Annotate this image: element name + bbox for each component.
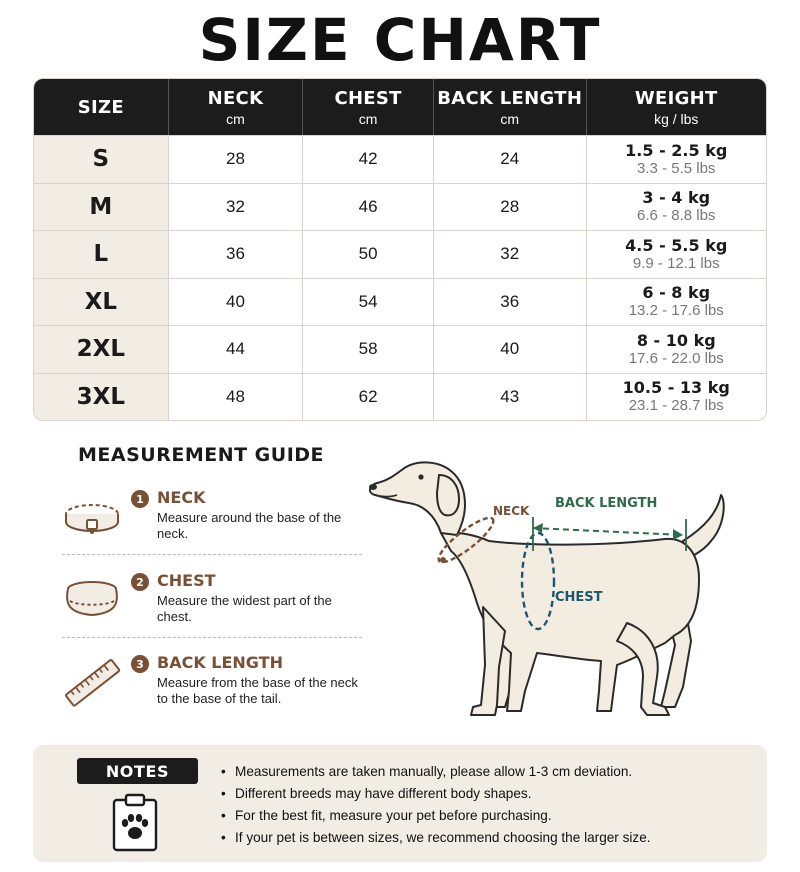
- guide-item-title: BACK LENGTH: [157, 653, 283, 672]
- header-unit: kg / lbs: [654, 110, 699, 127]
- step-number: 3: [131, 655, 149, 673]
- collar-icon: [62, 490, 126, 550]
- guide-item-chest: [62, 573, 362, 651]
- measurement-guide-title: MEASUREMENT GUIDE: [78, 444, 325, 466]
- neck-cell: 32: [168, 184, 303, 231]
- divider: [62, 554, 362, 555]
- neck-cell: 28: [168, 136, 303, 183]
- header-label: SIZE: [77, 96, 124, 118]
- weight-cell: [586, 136, 767, 183]
- weight-kg: 10.5 - 13 kg: [622, 378, 730, 398]
- neck-cell: 48: [168, 374, 303, 421]
- back-length-cell: 24: [433, 136, 586, 183]
- note-item: • If your pet is between sizes, we recommend choosing the larger size.: [221, 827, 651, 849]
- tape-loop-icon: [62, 573, 126, 633]
- weight-cell: [586, 279, 767, 326]
- table-header-row: [34, 79, 766, 135]
- notes-box: [33, 745, 767, 862]
- notes-badge: NOTES: [77, 758, 198, 784]
- table-row: [34, 230, 766, 278]
- guide-item-title: CHEST: [157, 571, 216, 590]
- weight-kg: 6 - 8 kg: [642, 283, 711, 303]
- weight-kg: 4.5 - 5.5 kg: [625, 235, 728, 255]
- back-length-cell: 36: [433, 279, 586, 326]
- weight-kg: 1.5 - 2.5 kg: [625, 140, 728, 160]
- guide-item-description: Measure the widest part of the chest.: [157, 593, 332, 624]
- weight-cell: [586, 326, 767, 373]
- header-unit: cm: [226, 110, 245, 127]
- header-size: [34, 79, 168, 135]
- chest-cell: 42: [302, 136, 433, 183]
- header-label: WEIGHT: [634, 87, 718, 109]
- guide-item-description: Measure from the base of the neck to the base of the tail.: [157, 675, 358, 706]
- back-length-cell: 43: [433, 374, 586, 421]
- header-back-length: [433, 79, 586, 135]
- weight-kg: 8 - 10 kg: [636, 330, 716, 350]
- table-row: [34, 373, 766, 421]
- size-cell: XL: [34, 279, 168, 326]
- divider: [62, 637, 362, 638]
- back-length-cell: 40: [433, 326, 586, 373]
- table-row: [34, 183, 766, 231]
- step-number: 1: [131, 490, 149, 508]
- back-length-cell: 32: [433, 231, 586, 278]
- size-cell: L: [34, 231, 168, 278]
- header-unit: cm: [358, 110, 378, 127]
- size-cell: 3XL: [34, 374, 168, 421]
- weight-lbs: 9.9 - 12.1 lbs: [632, 254, 720, 272]
- header-unit: cm: [500, 110, 520, 127]
- size-cell: S: [34, 136, 168, 183]
- header-label: CHEST: [334, 87, 402, 109]
- neck-cell: 40: [168, 279, 303, 326]
- size-cell: 2XL: [34, 326, 168, 373]
- ruler-icon: [62, 655, 126, 715]
- dog-illustration: [365, 455, 755, 735]
- note-item: • Different breeds may have different body shapes.: [221, 783, 651, 805]
- weight-lbs: 13.2 - 17.6 lbs: [628, 302, 724, 320]
- guide-item-back-length: [62, 655, 362, 733]
- header-neck: [168, 79, 303, 135]
- neck-cell: 36: [168, 231, 303, 278]
- chest-cell: 54: [302, 279, 433, 326]
- chest-cell: 62: [302, 374, 433, 421]
- back-length-cell: 28: [433, 184, 586, 231]
- step-number: 2: [131, 573, 149, 591]
- note-item: • For the best fit, measure your pet before purchasing.: [221, 805, 651, 827]
- clipboard-paw-icon: [111, 793, 159, 853]
- weight-lbs: 23.1 - 28.7 lbs: [628, 397, 724, 415]
- chest-cell: 50: [302, 231, 433, 278]
- weight-lbs: 17.6 - 22.0 lbs: [628, 349, 724, 367]
- guide-item-description: Measure around the base of the neck.: [157, 510, 342, 541]
- header-chest: [302, 79, 433, 135]
- header-weight: [586, 79, 767, 135]
- guide-item-neck: [62, 490, 362, 568]
- table-row: [34, 325, 766, 373]
- table-row: [34, 278, 766, 326]
- size-table: [33, 78, 767, 421]
- chest-label: CHEST: [555, 590, 603, 605]
- weight-cell: [586, 374, 767, 421]
- notes-list: [221, 761, 651, 849]
- page-title: SIZE CHART: [198, 6, 602, 74]
- neck-label: NECK: [493, 504, 530, 518]
- guide-item-title: NECK: [157, 488, 206, 507]
- weight-cell: [586, 184, 767, 231]
- weight-cell: [586, 231, 767, 278]
- header-label: NECK: [207, 87, 264, 109]
- chest-cell: 58: [302, 326, 433, 373]
- header-label: BACK LENGTH: [437, 87, 583, 109]
- size-cell: M: [34, 184, 168, 231]
- chest-cell: 46: [302, 184, 433, 231]
- weight-lbs: 3.3 - 5.5 lbs: [637, 159, 716, 177]
- neck-cell: 44: [168, 326, 303, 373]
- back-length-label: BACK LENGTH: [555, 496, 658, 511]
- weight-kg: 3 - 4 kg: [642, 188, 711, 208]
- note-item: • Measurements are taken manually, please allow 1-3 cm deviation.: [221, 761, 651, 783]
- weight-lbs: 6.6 - 8.8 lbs: [637, 207, 716, 225]
- table-row: [34, 135, 766, 183]
